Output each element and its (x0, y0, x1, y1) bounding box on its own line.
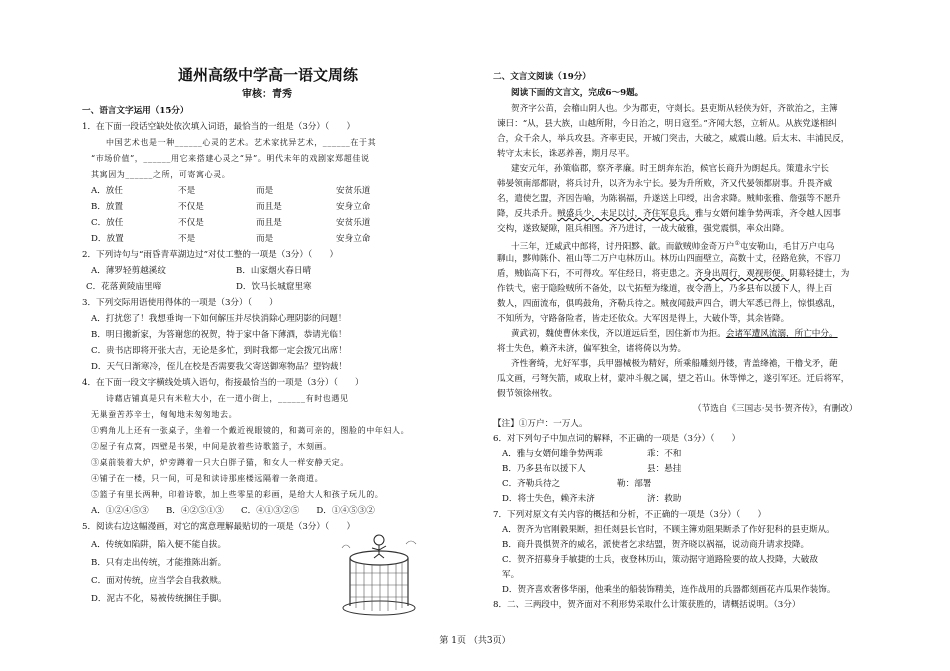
cartoon-image (334, 528, 424, 618)
question-3-option-c[interactable]: C．贵书店即将开张大吉，无论是多忙，到时我都一定会拨冗出席！ (91, 346, 347, 356)
passage-line: 贺齐字公苗，会稽山阴人也。少为郡吏，守剡长。县吏斯从轻侠为奸，齐欲治之，主簿 (511, 104, 838, 114)
passage-line: 齐性奢绮，尤好军事，兵甲器械极为精好，所乘船雕刻丹镂，青盖绛襜，干橹戈矛，葩 (511, 359, 838, 369)
question-4-sentence-5: ⑤篮子有里长两种，印着诗歌，加上些零星的彩画，是给大人和孩子玩儿的。 (91, 490, 384, 499)
question-2: 2．下列诗句与“雨昏青草湖边过”对仗工整的一项是（3分）（ ） (82, 250, 339, 260)
passage-line: 假节领徐州牧。 (497, 389, 558, 399)
passage-line: 名，遣使乞盟，齐因告喻，为陈祸福，升遂送上印绶，出舍求降。贼帅张雅、詹强等不愿升 (497, 194, 841, 204)
question-5-option-b[interactable]: B．只有走出传统，才能推陈出新。 (91, 558, 227, 568)
question-1-passage: “市场价值”，______用它来搭建心灵之“异”。明代未年的戏剧家郑超佳说 (91, 154, 370, 163)
question-4-sentence-3: ③桌前装着大炉，炉旁蹲着一只大白胖子猫，和女人一样安静天定。 (91, 458, 349, 467)
question-7: 7．下列对原文有关内容的概括和分析，不正确的一项是（3分）（ ） (493, 510, 767, 520)
question-3-option-b[interactable]: B．明日搬新家，为答谢您的祝贺，特于家中备下薄酒，恭请光临！ (91, 330, 347, 340)
passage-line: 降，反共杀升。贼盛兵少，未足以讨，齐住军息兵。雅与女婿何雄争势两乖，齐令越人因事 (497, 209, 841, 219)
reviewer-line: 审核：青秀 (242, 89, 292, 100)
question-7-option-b[interactable]: B．商升畏惧贺齐的威名，派使者乞求结盟，贺齐晓以祸福，说动商升请求投降。 (502, 540, 810, 550)
question-7-option-d[interactable]: D．贺齐喜欢奢侈华丽，他乘坐的船装饰精美，连作战用的兵器都刻画花卉瓜果作装饰。 (502, 585, 836, 595)
section-heading: 一、语言文字运用（15分） (82, 106, 189, 116)
question-1-passage: 中国艺术也是一种______心灵的艺术。艺术家扰异艺术，______在于其 (106, 138, 377, 147)
question-4-passage: 无巢蚕苦苏辛士，匈匈地未匆匆地去。 (91, 410, 238, 419)
passage-line: 交构，遂致疑隙，阻兵相图。齐乃进讨，一战大破雅，强党震惧，率众出降。 (497, 224, 790, 234)
question-7-option-a[interactable]: A．贺齐为官刚毅果断，担任剡县长官时，不顾主簿劝阻果断杀了作好犯科的县吏斯从。 (502, 525, 835, 535)
question-1-passage: 其寓因为______之所，可寄寓心灵。 (91, 170, 231, 179)
question-2-option-a[interactable]: A．薄罗轻剪越溪纹 (91, 266, 166, 276)
passage-line: 建安元年，孙策临郡，察齐孝廉。时王朗奔东治，候官长商升为朗起兵。策遣永宁长 (511, 164, 829, 174)
passage-line: 盾，贼临高下石，不可得攻。军住经日，将吏患之。齐身出周行，观视形便。阴募轻捷士，为 (497, 269, 850, 279)
passage-line: 聊山，黟帅陈仆、祖山等二万户屯林历山。林历山四面壁立，高数十丈，径路危狭，不容刀 (497, 254, 841, 264)
passage-line: 瓜文画，弓弩矢箭，咸取上材，蒙冲斗舰之属，望之若山。休等惮之，遂引军还。迁后将军， (497, 374, 850, 384)
passage-line: 韩晏领南部都尉，将兵讨升，以齐为永宁长。晏为升所败，齐又代晏领都尉事。升畏齐威 (497, 179, 833, 189)
question-3-option-a[interactable]: A．打扰您了！我想垂询一下如何解压并尽快消除心理阴影的问题！ (91, 314, 347, 324)
passage-line: 转守太末长，诛恶养善，期月尽平。 (497, 149, 635, 159)
question-6: 6．对下列句子中加点词的解释，不正确的一项是（3分）（ ） (493, 434, 741, 444)
question-5: 5．阅读右边这幅漫画，对它的寓意理解最贴切的一项是（3分）（ ） (82, 522, 356, 532)
underlined-sentence: 会诸军遭风流溺，所亡中分。 (725, 329, 838, 339)
question-4-options[interactable]: A．①②④⑤③ B．④②⑤①③ C．④①③②⑤ D．①④⑤③② (91, 506, 375, 516)
question-5-option-d[interactable]: D．泥古不化，易被传统捆住手脚。 (91, 594, 227, 604)
question-4: 4．在下面一段文字横线处填入语句，衔接最恰当的一项是（3分）（ ） (82, 378, 364, 388)
passage-source: （节选自《三国志·吴书·贺齐传》，有删改） (693, 404, 858, 414)
section-heading: 二、文言文阅读（19分） (493, 72, 591, 82)
page-title: 通州高级中学高一语文周练 (178, 66, 359, 84)
question-5-option-c[interactable]: C．面对传统，应当学会自我救赎。 (91, 576, 227, 586)
question-4-passage: 诗藉店铺真是只有米粒大小，在一道小街上，______有时也遇见 (106, 394, 349, 403)
underlined-sentence: 齐身出周行，观视形便。 (694, 269, 790, 279)
passage-line: 将士失色，赖齐未济，偏军独全，诸将倚以为势。 (497, 344, 687, 354)
passage-line: 十三年，迁威武中郎将，讨丹阳黟、歙。而歙贼帅金奇万户①屯安勒山，毛甘万户屯乌 (511, 240, 835, 252)
question-1: 1．在下面一段话空缺处依次填入词语，最恰当的一组是（3分）（ ） (82, 122, 356, 132)
passage-line: 谏曰：“从，县大族，山越所附，今日治之，明日寇至。”齐闻大怒，立斩从。从族党遂相纠 (497, 119, 837, 129)
footnote: 【注】①万户：一万人。 (493, 419, 588, 429)
footnote-marker: ① (734, 240, 740, 247)
question-4-sentence-1: ①鸦角儿上还有一张桌子，坐着一个戴近视眼镜的，和蔼可亲的，图脸的中年妇人。 (91, 426, 410, 435)
reading-instruction: 阅读下面的文言文，完成6～9题。 (511, 88, 644, 98)
question-4-sentence-4: ④铺子在一楼，只一间，可是和读诗那座楼远隔着一条商道。 (91, 474, 324, 483)
passage-line: 黄武初，魏使曹休来伐，齐以道远后至，因住新市为拒。会诸军遭风流溺，所亡中分。 (511, 329, 838, 339)
page-footer: 第 1页 （共3页） (439, 636, 511, 646)
question-8: 8．二、三两段中，贺齐面对不利形势采取什么计策获胜的，请概括说明。（3分） (493, 600, 801, 610)
question-3-option-d[interactable]: D．天气日渐寒冷，侄儿在校是否需要我父寄送御寒物品？望钧裁！ (91, 362, 348, 372)
underlined-sentence: 贼盛兵少，未足以讨，齐住军息兵。 (557, 209, 695, 219)
question-4-sentence-2: ②屋子有点窝，四壁是书架，中间是放着些诗歌篮子，木刻画。 (91, 442, 332, 451)
passage-line: 合，众千余人，举兵攻县。齐率吏民，开城门突击，大破之，威震山越。后太末、丰浦民反， (497, 134, 850, 144)
question-2-option-b[interactable]: B．山家烟火春日晴 (236, 266, 312, 276)
passage-line: 数人，四面流布，俱鸣鼓角，齐勒兵待之。贼夜闻鼓声四合，谓大军悉已得上，惊惧惑乱， (497, 299, 841, 309)
question-2-option-c[interactable]: C．花落黄陵庙里啼 (86, 282, 162, 292)
passage-line: 不知所为，守路备险者，皆走还依众。大军因是得上，大破仆等，其余皆降。 (497, 314, 790, 324)
passage-line: 作铁弋，密于隐险贼所不备处，以弋拓堑为缘道，夜令潜上，乃多县布以援下人，得上百 (497, 284, 833, 294)
question-2-option-d[interactable]: D．饮马长城窟里寒 (236, 282, 312, 292)
question-3: 3．下列交际用语使用得体的一项是（3分）（ ） (82, 298, 278, 308)
question-5-option-a[interactable]: A．传统如陷阱，陷入便不能自拔。 (91, 540, 227, 550)
